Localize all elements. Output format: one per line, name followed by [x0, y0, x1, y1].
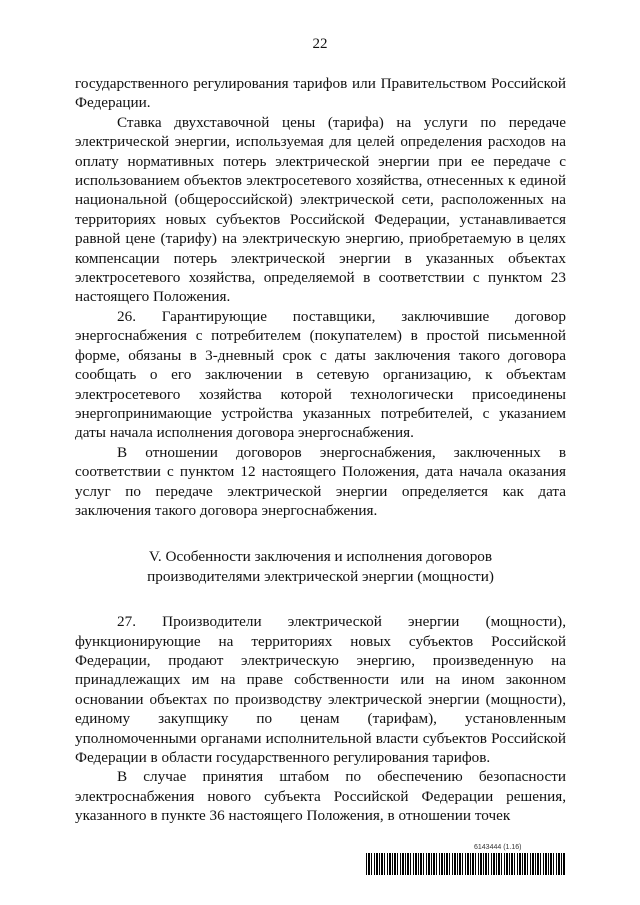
paragraph-continuation: государственного регулирования тарифов или Правительством Российской Федерации. — [75, 75, 566, 112]
barcode-label: 6143444 (1.16) — [474, 844, 522, 851]
page-number: 22 — [312, 36, 328, 52]
paragraph-rate: Ставка двухставочной цены (тарифа) на услуги по передаче электрической энергии, используемая для целей определения расходов на оплату нормативных потерь электрической энергии при ее передаче с использованием объектов электросетевого хозяйства, отнесенных к единой национальной (общероссийской) электрической сети, расположенных на территориях новых субъектов Российской Федерации, устанавливается равной цене (тарифу) на электрическую энергию, приобретаемую в целях компенсации потерь электрической энергии в указанных объектах электросетевого хозяйства, определяемой в соответствии с пунктом 23 настоящего Положения. — [75, 113, 566, 306]
section-heading-line-1: V. Особенности заключения и исполнения договоров — [148, 548, 493, 566]
barcode-image — [366, 853, 566, 875]
section-heading-line-2: производителями электрической энергии (мощности) — [147, 567, 494, 585]
paragraph-27: 27. Производители электрической энергии (мощности), функционирующие на территориях новых субъектов Российской Федерации, продают электрическую энергию, произведенную на принадлежащих им на праве собственности или на ином законном основании объектах по производству электрической энергии (мощности), единому закупщику по ценам (тарифам), установленным уполномоченными органами исполнительной власти субъектов Российской Федерации в области государственного регулирования тарифов. — [75, 613, 566, 766]
paragraph-26: 26. Гарантирующие поставщики, заключившие договор энергоснабжения с потребителем (покупателем) в простой письменной форме, обязаны в 3-дневный срок с даты заключения такого договора сообщать о его заключении в сетевую организацию, к объектам электросетевого хозяйства которой технологически присоединены энергопринимающие устройства указанных потребителей, с указанием даты начала исполнения договора энергоснабжения. — [75, 307, 566, 442]
document-body — [75, 74, 566, 826]
paragraph-27-security: В случае принятия штабом по обеспечению безопасности электроснабжения нового субъекта Российской Федерации решения, указанного в пункте 36 настоящего Положения, в отношении точек — [75, 768, 566, 825]
section-heading — [75, 547, 566, 586]
paragraph-26-contracts: В отношении договоров энергоснабжения, заключенных в соответствии с пунктом 12 настоящего Положения, дата начала оказания услуг по передаче электрической энергии определяется как дата заключения такого договора энергоснабжения. — [75, 443, 566, 519]
